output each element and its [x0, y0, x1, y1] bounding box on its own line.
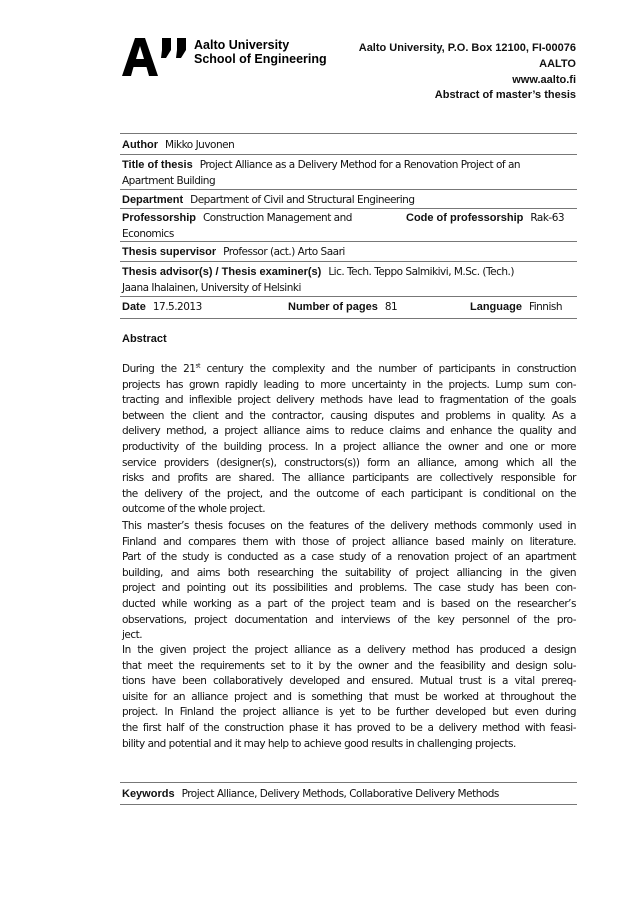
supervisor-row [122, 244, 576, 260]
author-value: Mikko Juvonen [165, 139, 235, 151]
abstract-line: between the client and the contractor, causing disputes and problems in quality. As a [122, 409, 576, 422]
department-value: Department of Civil and Structural Engineering [190, 194, 415, 206]
abstract-line: projects has grown rapidly leading to more uncertainty in the projects. Lump sum con- [122, 378, 576, 391]
university-line: Aalto University [194, 38, 290, 52]
abstract-line: tracting and inflexible project delivery methods have lead to fragmentation of the goals [122, 394, 576, 407]
pages-value: 81 [384, 301, 398, 313]
abstract-line: uisite for an alliance project and is something that must be worked at throughout the [122, 690, 576, 703]
abstract-line: During the 21st century the complexity and the number of participants in construction [122, 362, 577, 375]
pages-cell [288, 299, 428, 315]
divider [120, 154, 577, 155]
abstract-line: project. In Finland the project alliance is yet to be further developed but even during [122, 706, 576, 719]
department-label: Department [122, 194, 184, 206]
divider [120, 318, 577, 319]
abstract-line: In the given project the project alliance as a delivery method has produced a design [122, 644, 576, 656]
superscript: st [195, 362, 200, 370]
abstract-line: productivity of the building process. In a project alliance the owner and one or more [122, 440, 576, 453]
abstract-line: risks and profits are shared. The alliance participants are collectively responsible for [122, 472, 576, 485]
abstract-line: Finland and compares them with those of project alliance based mainly on literature. [122, 535, 576, 548]
advisor-value: Lic. Tech. Teppo Salmikivi, M.Sc. (Tech.) [328, 266, 514, 278]
code-label: Code of professorship [406, 212, 524, 224]
abstract-line: outcome of the whole project. [122, 503, 266, 516]
address-line: Aalto University, P.O. Box 12100, FI-00076 [358, 42, 576, 54]
divider [120, 804, 577, 805]
divider [120, 208, 577, 209]
abstract-line: that meet the requirements set to it by the owner and the feasibility and design solu- [122, 659, 576, 672]
abstract-line: bility and potential and it may help to achieve good results in challenging projects. [122, 737, 516, 750]
divider [120, 261, 577, 262]
keywords-label: Keywords [122, 788, 175, 800]
advisor-label: Thesis advisor(s) / Thesis examiner(s) [122, 266, 322, 278]
advisor-row [122, 264, 576, 296]
university-name [194, 38, 327, 66]
abstract-line: This master’s thesis focuses on the features of the delivery methods commonly used in [122, 520, 576, 532]
supervisor-value: Professor (act.) Arto Saari [223, 246, 345, 258]
title-label: Title of thesis [122, 159, 193, 171]
divider [120, 782, 577, 783]
date-value: 17.5.2013 [152, 301, 202, 313]
abstract-line: Part of the study is conducted as a case study of a renovation project of an apartment [122, 551, 576, 564]
abstract-line: service providers (designer(s), constructors(s)) form an alliance, among which all the [122, 456, 576, 469]
abstract-line: the delivery of the project, and the outcome of each participant is conditional on the [122, 487, 576, 500]
address-line: AALTO [539, 57, 576, 70]
document-type: Abstract of master’s thesis [434, 89, 576, 102]
pages-label: Number of pages [288, 301, 378, 313]
author-label: Author [122, 139, 159, 151]
supervisor-label: Thesis supervisor [122, 246, 217, 258]
abstract-line: building, and aims both researching the suitability of project alliancing in the given [122, 566, 576, 579]
school-line: School of Engineering [194, 52, 327, 66]
address-block [359, 41, 576, 104]
abstract-heading: Abstract [122, 333, 167, 345]
abstract-line: ducted while working as a part of the project team and is based on the researcher’s [122, 597, 576, 610]
language-value: Finnish [528, 301, 562, 313]
code-value: Rak-63 [530, 212, 565, 224]
title-value: Project Alliance as a Delivery Method for a Renovation Project of an [199, 159, 521, 171]
language-cell [470, 299, 578, 315]
code-cell [406, 210, 578, 226]
professorship-value: Construction Management and [202, 212, 352, 224]
divider [120, 133, 577, 134]
author-row [122, 137, 576, 153]
divider [120, 296, 577, 297]
abstract-line: project and pointing out its possibilities and problems. The case study has been con- [122, 582, 576, 595]
abstract-line: tions have been collaboratively developed and ensured. Mutual trust is a vital prereq- [122, 675, 576, 688]
department-row [122, 192, 576, 208]
abstract-paragraph-1 [122, 362, 576, 518]
aalto-logo [122, 38, 192, 76]
abstract-line: ject. [122, 629, 143, 642]
website-link[interactable]: www.aalto.fi [512, 73, 576, 86]
professorship-value-cont: Economics [122, 228, 174, 240]
abstract-line: delivery method, a project alliance aims to reduce claims and enhance the quality and [122, 425, 576, 438]
language-label: Language [470, 301, 522, 313]
keywords-value: Project Alliance, Delivery Methods, Collaborative Delivery Methods [181, 788, 499, 800]
divider [120, 189, 577, 190]
abstract-paragraph-3 [122, 643, 576, 752]
date-label: Date [122, 301, 146, 313]
abstract-line: observations, project documentation and interviews of the key personnel of the pro- [122, 613, 576, 626]
divider [120, 241, 577, 242]
abstract-line: the first half of the construction phase it has proved to be a delivery method with feasi- [122, 721, 576, 734]
abstract-paragraph-2 [122, 519, 576, 644]
title-value-cont: Apartment Building [122, 175, 216, 187]
keywords-row [122, 786, 576, 802]
professorship-label: Professorship [122, 212, 196, 224]
title-row [122, 157, 576, 189]
advisor-value-cont: Jaana Ihalainen, University of Helsinki [122, 282, 301, 294]
